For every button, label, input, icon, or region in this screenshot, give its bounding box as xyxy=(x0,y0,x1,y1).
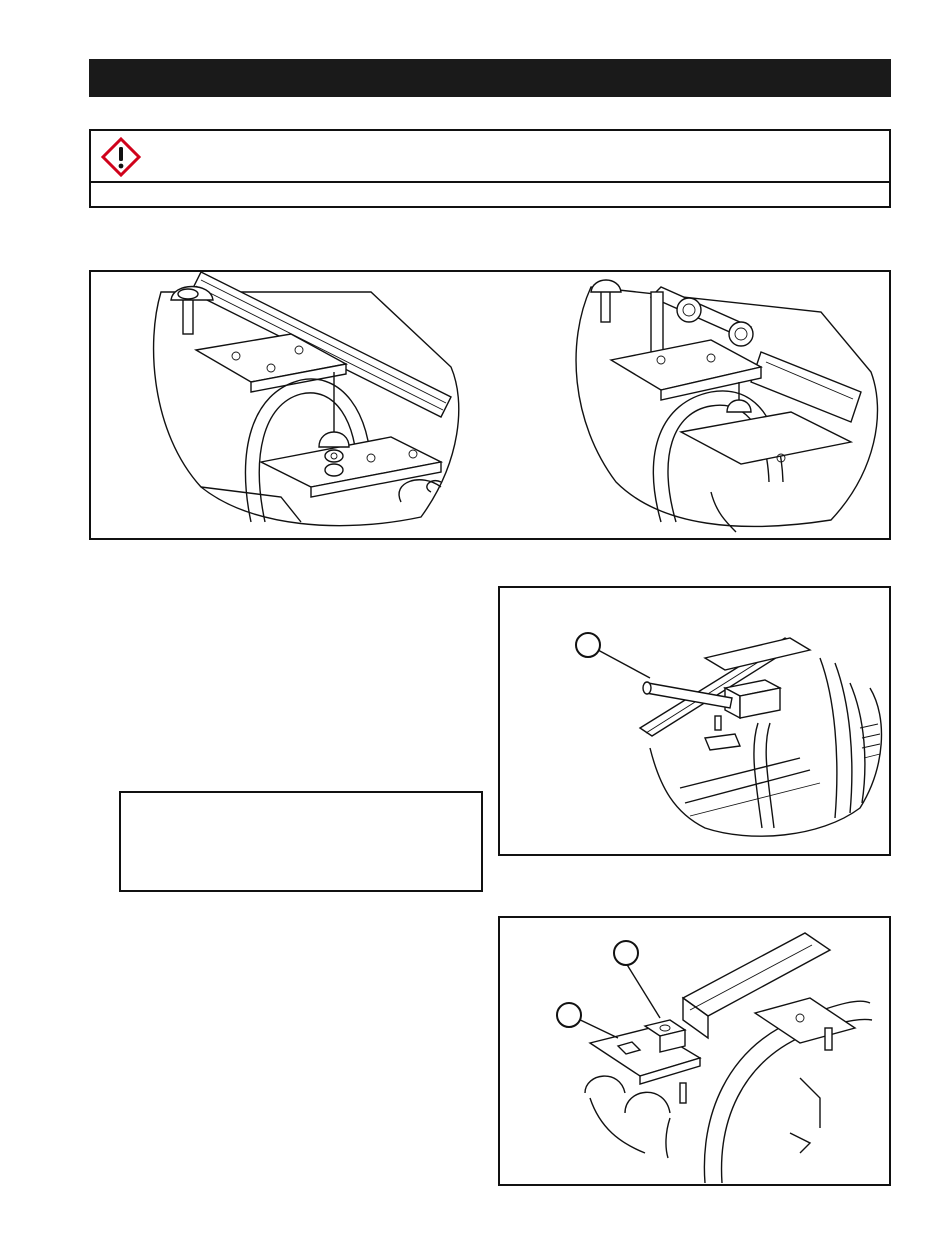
rail-bolt-illustration-left xyxy=(141,272,471,538)
figure-2 xyxy=(498,586,891,856)
callout-1 xyxy=(575,632,601,658)
callout-1 xyxy=(613,940,639,966)
plate-nut-illustration xyxy=(500,918,889,1184)
warning-divider xyxy=(91,181,889,183)
rail-bolt-illustration-right xyxy=(561,272,891,538)
hazard-exclamation-icon xyxy=(101,137,141,177)
figure-3 xyxy=(498,916,891,1186)
rail-pipe-illustration xyxy=(500,588,889,854)
note-box xyxy=(119,791,483,892)
callout-2 xyxy=(556,1002,582,1028)
warning-box xyxy=(89,129,891,208)
figure-1 xyxy=(89,270,891,540)
section-title-bar xyxy=(89,59,891,97)
